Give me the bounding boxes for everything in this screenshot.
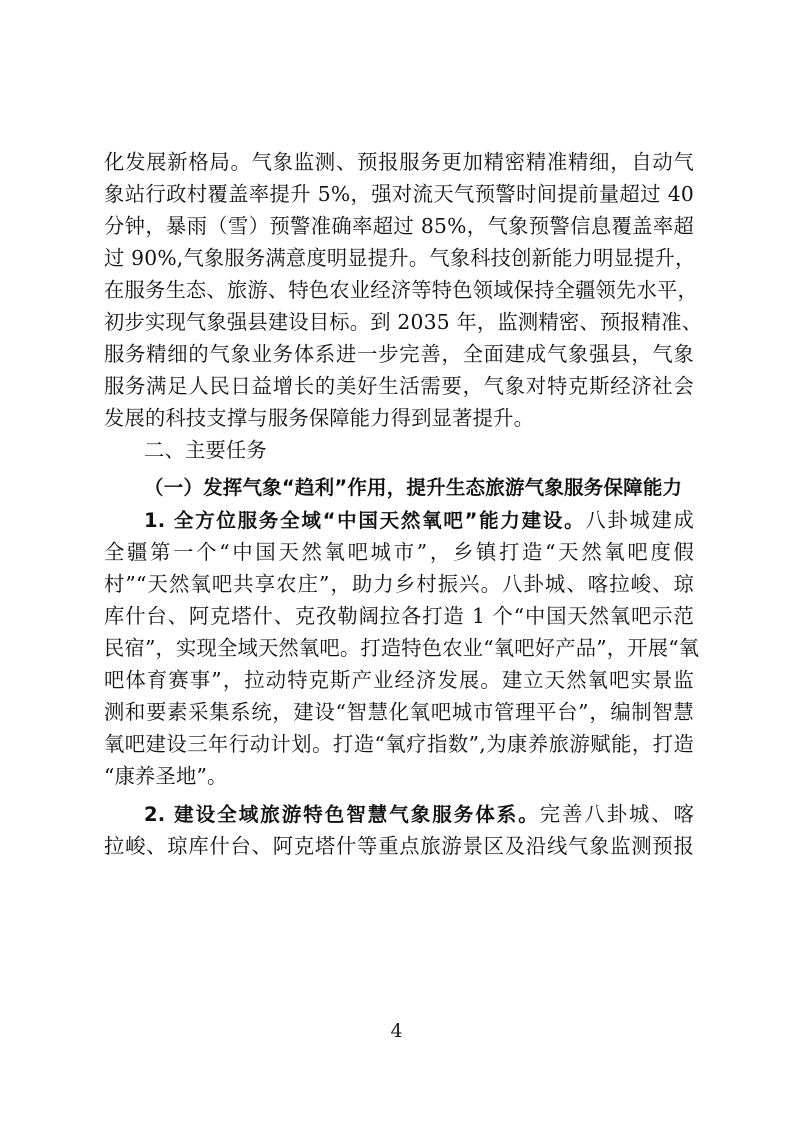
subsection-heading: （一）发挥气象“趋利”作用，提升生态旅游气象服务保障能力 [144, 476, 683, 499]
text-line: 全疆第一个“中国天然氧吧城市”，乡镇打造“天然氧吧度假 [104, 540, 694, 564]
text-line: “康养圣地”。 [104, 764, 228, 788]
text-line: 服务满足人民日益增长的美好生活需要，气象对特克斯经济社会 [104, 374, 694, 398]
text-line: 分钟，暴雨（雪）预警准确率超过 85%，气象预警信息覆盖率超 [104, 214, 694, 238]
text-line: 拉峻、琼库什台、阿克塔什等重点旅游景区及沿线气象监测预报 [104, 834, 694, 858]
text-line: 初步实现气象强县建设目标。到 2035 年，监测精密、预报精准、 [104, 310, 703, 334]
item-text: 完善八卦城、喀 [539, 802, 695, 826]
text-line: 测和要素采集系统，建设“智慧化氧吧城市管理平台”，编制智慧 [104, 700, 694, 724]
page-number: 4 [390, 1020, 403, 1042]
document-body [104, 146, 703, 862]
list-item [104, 798, 694, 862]
text-line: 化发展新格局。气象监测、预报服务更加精密精准精细，自动气 [104, 150, 694, 174]
text-line: 在服务生态、旅游、特色农业经济等特色领域保持全疆领先水平， [104, 278, 698, 302]
text-line: 象站行政村覆盖率提升 5%，强对流天气预警时间提前量超过 40 [104, 182, 694, 206]
text-line: 氧吧建设三年行动计划。打造“氧疗指数”,为康养旅游赋能，打造 [104, 732, 694, 756]
text-line: 发展的科技支撑与服务保障能力得到显著提升。 [104, 406, 535, 430]
paragraph [104, 146, 703, 434]
item-text: 八卦城建成 [585, 508, 694, 532]
section-heading: 二、主要任务 [144, 438, 267, 462]
item-lead: 1. 全方位服务全域“中国天然氧吧”能力建设。 [144, 509, 586, 532]
text-line: 民宿”，实现全域天然氧吧。打造特色农业“氧吧好产品”，开展“氧 [104, 636, 700, 660]
text-line: 服务精细的气象业务体系进一步完善，全面建成气象强县，气象 [104, 342, 694, 366]
text-line: 村”“天然氧吧共享农庄”，助力乡村振兴。八卦城、喀拉峻、琼 [104, 572, 694, 596]
text-line: 库什台、阿克塔什、克孜勒阔拉各打造 1 个“中国天然氧吧示范 [104, 604, 694, 628]
item-lead: 2. 建设全域旅游特色智慧气象服务体系。 [144, 803, 540, 826]
text-line: 吧体育赛事”，拉动特克斯产业经济发展。建立天然氧吧实景监 [104, 668, 694, 692]
item-first-line [104, 798, 694, 830]
list-item [104, 504, 700, 792]
item-first-line [104, 504, 694, 536]
text-line: 过 90%,气象服务满意度明显提升。气象科技创新能力明显提升， [104, 246, 696, 270]
